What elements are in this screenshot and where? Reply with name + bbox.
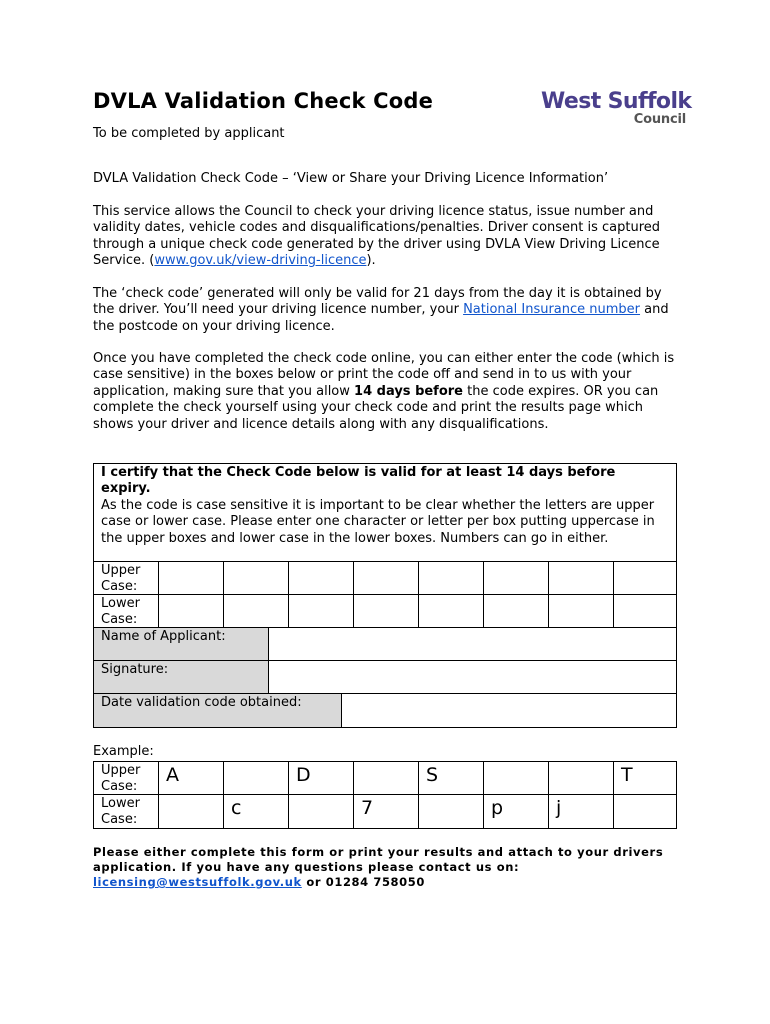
example-upper-row	[94, 762, 676, 795]
section-heading: DVLA Validation Check Code – ‘View or Share your Driving Licence Information’	[93, 171, 609, 186]
applicant-name-label: Name of Applicant:	[94, 628, 269, 660]
lower-code-box[interactable]	[614, 595, 676, 627]
example-cell: j	[549, 795, 614, 828]
paragraph-service-end: ).	[366, 253, 376, 269]
paragraph-check-code-text: The ‘check code’ generated will only be valid for 21 days from the day it is obtained by the driver. You’ll need your driving licence number, your	[93, 286, 662, 318]
paragraph-instructions-bold: 14 days before	[354, 383, 464, 399]
upper-case-label: Upper Case:	[94, 562, 159, 594]
example-cell	[419, 795, 484, 828]
example-cell: c	[224, 795, 289, 828]
date-obtained-field[interactable]	[342, 694, 676, 727]
logo-main-text: West Suffolk	[541, 89, 692, 114]
paragraph-service-text: This service allows the Council to check your driving licence status, issue number and validity dates, vehicle codes and disqualifications/penalties. Driver consent is captured through a unique check code generated by the driver using DVLA View Driving Licence Service. (	[93, 204, 661, 269]
case-instructions: As the code is case sensitive it is important to be clear whether the letters are upper case or lower case. Please enter one character or letter per box putting uppercase in the upper boxes and lower case in the lower boxes. Numbers can go in either.	[101, 497, 655, 546]
example-table	[93, 761, 677, 829]
national-insurance-link[interactable]: National Insurance number	[463, 302, 641, 318]
paragraph-service	[93, 204, 683, 270]
paragraph-instructions	[93, 351, 683, 433]
example-label: Example:	[93, 744, 154, 759]
example-cell	[549, 762, 614, 794]
lower-code-box[interactable]	[224, 595, 289, 627]
example-cell: D	[289, 762, 354, 794]
lower-code-box[interactable]	[159, 595, 224, 627]
upper-code-box[interactable]	[549, 562, 614, 594]
subtitle: To be completed by applicant	[93, 126, 285, 141]
licensing-email-link[interactable]: licensing@westsuffolk.gov.uk	[93, 875, 302, 889]
signature-field[interactable]	[269, 661, 676, 693]
paragraph-instructions-text: Once you have completed the check code online, you can either enter the code (which is case sensitive) in the boxes below or print the code off and send in to us with your application, making sure that you allow	[93, 351, 675, 399]
upper-code-box[interactable]	[419, 562, 484, 594]
example-cell: A	[159, 762, 224, 794]
footer-phone: or 01284 758050	[301, 875, 425, 889]
example-cell	[224, 762, 289, 794]
upper-code-box[interactable]	[159, 562, 224, 594]
upper-code-box[interactable]	[289, 562, 354, 594]
upper-case-row	[94, 562, 676, 595]
lower-code-box[interactable]	[549, 595, 614, 627]
example-upper-label: Upper Case:	[94, 762, 159, 794]
footer-note	[93, 845, 693, 890]
example-cell	[354, 762, 419, 794]
example-cell	[484, 762, 549, 794]
signature-row	[94, 661, 676, 694]
example-cell: 7	[354, 795, 419, 828]
paragraph-check-code-end: and the postcode on your driving licence.	[93, 302, 669, 334]
check-code-form	[93, 463, 677, 728]
applicant-name-field[interactable]	[269, 628, 676, 660]
example-cell: S	[419, 762, 484, 794]
paragraph-instructions-end: the code expires. OR you can complete the check yourself using your check code and print the results page which shows your driver and licence details along with any disqualifications.	[93, 383, 659, 432]
example-lower-row	[94, 795, 676, 828]
example-cell: p	[484, 795, 549, 828]
lower-case-label: Lower Case:	[94, 595, 159, 627]
example-cell	[289, 795, 354, 828]
certify-statement: I certify that the Check Code below is valid for at least 14 days before expiry.	[101, 465, 616, 497]
upper-code-box[interactable]	[224, 562, 289, 594]
footer-text: Please either complete this form or print your results and attach to your drivers application. If you have any questions please contact us on:	[93, 845, 664, 874]
upper-code-box[interactable]	[484, 562, 549, 594]
date-obtained-row	[94, 694, 676, 727]
lower-code-box[interactable]	[289, 595, 354, 627]
form-header	[94, 464, 676, 562]
example-cell	[614, 795, 676, 828]
lower-code-box[interactable]	[354, 595, 419, 627]
date-obtained-label: Date validation code obtained:	[94, 694, 342, 727]
view-driving-licence-link[interactable]: www.gov.uk/view-driving-licence	[154, 253, 367, 269]
page-title: DVLA Validation Check Code	[93, 89, 434, 113]
paragraph-check-code	[93, 286, 683, 335]
example-cell	[159, 795, 224, 828]
lower-code-box[interactable]	[419, 595, 484, 627]
upper-code-box[interactable]	[614, 562, 676, 594]
lower-code-box[interactable]	[484, 595, 549, 627]
applicant-name-row	[94, 628, 676, 661]
signature-label: Signature:	[94, 661, 269, 693]
logo-sub-text: Council	[633, 112, 686, 127]
lower-case-row	[94, 595, 676, 628]
upper-code-box[interactable]	[354, 562, 419, 594]
example-lower-label: Lower Case:	[94, 795, 159, 828]
example-cell: T	[621, 764, 633, 786]
